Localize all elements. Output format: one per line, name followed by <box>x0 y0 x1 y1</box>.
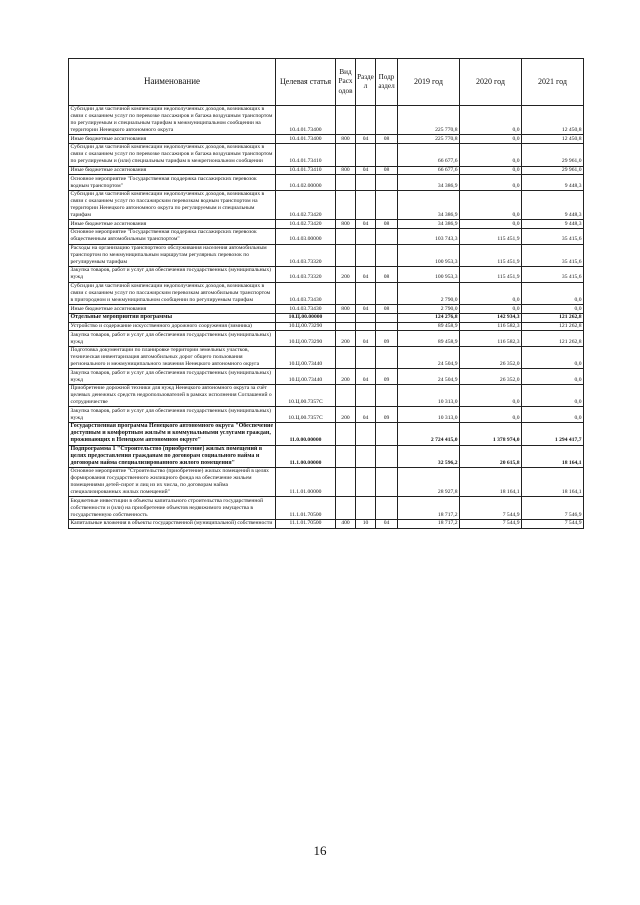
table-row <box>69 322 584 331</box>
budget-document <box>68 58 583 529</box>
row-value-2021: 9 448,3 <box>522 175 584 191</box>
row-razdel <box>356 175 376 191</box>
table-row <box>69 423 584 446</box>
row-target-code: 10.Ц.00.73440 <box>276 369 336 385</box>
header-razdel: Раздел <box>356 59 376 106</box>
row-target-code: 10.4.01.73400 <box>276 135 336 144</box>
row-razdel <box>356 346 376 369</box>
row-target-code: 11.1.01.70500 <box>276 519 336 528</box>
row-target-code: 10.4.01.73400 <box>276 106 336 135</box>
row-value-2019: 10 313,0 <box>398 384 460 407</box>
row-target-code: 11.1.01.00000 <box>276 468 336 497</box>
row-value-2020: 0,0 <box>460 175 522 191</box>
row-podrazdel <box>376 228 398 244</box>
row-value-2020: 0,0 <box>460 220 522 229</box>
row-value-2020: 0,0 <box>460 190 522 219</box>
row-podrazdel: 09 <box>376 369 398 385</box>
row-value-2020: 115 451,9 <box>460 267 522 283</box>
row-target-code: 10.4.03.73430 <box>276 305 336 314</box>
row-value-2021: 18 164,1 <box>522 468 584 497</box>
row-value-2019: 2 790,0 <box>398 305 460 314</box>
row-name: Иные бюджетные ассигнования <box>69 305 276 314</box>
table-header-row <box>69 59 584 106</box>
row-name: Закупка товаров, работ и услуг для обеспечения государственных (муниципальных) нужд <box>69 331 276 347</box>
table-row <box>69 220 584 229</box>
row-value-2020: 142 934,3 <box>460 313 522 322</box>
row-vid <box>336 384 356 407</box>
row-razdel: 10 <box>356 519 376 528</box>
row-value-2019: 34 386,9 <box>398 220 460 229</box>
budget-table <box>68 58 584 529</box>
row-value-2021: 9 448,3 <box>522 190 584 219</box>
table-row <box>69 282 584 305</box>
table-row <box>69 106 584 135</box>
row-value-2019: 89 458,9 <box>398 331 460 347</box>
row-podrazdel <box>376 106 398 135</box>
header-2019: 2019 год <box>398 59 460 106</box>
row-vid <box>336 175 356 191</box>
row-vid <box>336 346 356 369</box>
row-name: Субсидии для частичной компенсации недополученных доходов, возникающих в связи с оказанием услуг по перевозке пассажиров и багажа воздушным транспортом по регулируемым и (или) специальным тарифам в межрегиональном сообщении <box>69 144 276 167</box>
row-value-2020: 115 451,9 <box>460 228 522 244</box>
row-value-2021: 121 262,8 <box>522 313 584 322</box>
row-vid: 200 <box>336 331 356 347</box>
row-target-code: 10.4.03.73320 <box>276 244 336 267</box>
row-razdel <box>356 423 376 446</box>
row-vid <box>336 423 356 446</box>
row-razdel: 04 <box>356 305 376 314</box>
row-vid <box>336 282 356 305</box>
row-target-code: 10.4.01.73410 <box>276 166 336 175</box>
row-podrazdel: 08 <box>376 166 398 175</box>
row-podrazdel <box>376 322 398 331</box>
row-razdel <box>356 322 376 331</box>
row-value-2021: 9 448,3 <box>522 220 584 229</box>
row-vid: 200 <box>336 267 356 283</box>
row-name: Закупка товаров, работ и услуг для обеспечения государственных (муниципальных) нужд <box>69 267 276 283</box>
row-value-2021: 7 546,9 <box>522 497 584 520</box>
row-vid <box>336 106 356 135</box>
row-vid: 400 <box>336 519 356 528</box>
row-podrazdel: 09 <box>376 331 398 347</box>
table-row <box>69 305 584 314</box>
row-vid <box>336 497 356 520</box>
row-value-2019: 2 790,0 <box>398 282 460 305</box>
table-row <box>69 346 584 369</box>
row-podrazdel <box>376 244 398 267</box>
row-podrazdel: 04 <box>376 519 398 528</box>
row-value-2021: 29 961,0 <box>522 166 584 175</box>
table-row <box>69 267 584 283</box>
row-razdel <box>356 282 376 305</box>
row-value-2020: 115 451,9 <box>460 244 522 267</box>
row-value-2020: 0,0 <box>460 144 522 167</box>
header-vid: Вид Расходов <box>336 59 356 106</box>
row-value-2021: 0,0 <box>522 282 584 305</box>
row-value-2019: 34 386,9 <box>398 190 460 219</box>
row-podrazdel <box>376 384 398 407</box>
page-number: 16 <box>313 843 327 858</box>
row-vid <box>336 244 356 267</box>
row-value-2021: 35 415,6 <box>522 244 584 267</box>
row-value-2019: 32 596,2 <box>398 445 460 468</box>
row-podrazdel: 08 <box>376 267 398 283</box>
row-vid <box>336 313 356 322</box>
row-podrazdel: 08 <box>376 305 398 314</box>
row-podrazdel <box>376 175 398 191</box>
row-target-code: 10.4.01.73410 <box>276 144 336 167</box>
row-name: Иные бюджетные ассигнования <box>69 220 276 229</box>
header-2021: 2021 год <box>522 59 584 106</box>
table-row <box>69 144 584 167</box>
header-2020: 2020 год <box>460 59 522 106</box>
row-razdel <box>356 384 376 407</box>
row-target-code: 10.4.03.00000 <box>276 228 336 244</box>
row-podrazdel <box>376 346 398 369</box>
row-name: Основное мероприятие "Государственная поддержка пассажирских перевозок водным транспортом" <box>69 175 276 191</box>
row-name: Расходы на организацию транспортного обслуживания населения автомобильным транспортом по межмуниципальным маршрутам регулярных перевозок по регулируемым тарифам <box>69 244 276 267</box>
row-value-2021: 121 262,8 <box>522 331 584 347</box>
row-value-2020: 7 544,9 <box>460 497 522 520</box>
row-name: Субсидии для частичной компенсации недополученных доходов, возникающих в связи с оказанием услуг по пассажирским перевозкам водным транспортом на территории Ненецкого автономного округа по регулируемым и специальным тарифам <box>69 190 276 219</box>
row-podrazdel <box>376 190 398 219</box>
row-name: Закупка товаров, работ и услуг для обеспечения государственных (муниципальных) нужд <box>69 369 276 385</box>
row-podrazdel <box>376 423 398 446</box>
table-row <box>69 135 584 144</box>
row-value-2019: 18 717,2 <box>398 519 460 528</box>
row-razdel <box>356 228 376 244</box>
row-target-code: 10.Ц.00.73440 <box>276 346 336 369</box>
table-row <box>69 445 584 468</box>
row-value-2020: 18 164,1 <box>460 468 522 497</box>
table-row <box>69 244 584 267</box>
row-target-code: 11.1.00.00000 <box>276 445 336 468</box>
row-razdel <box>356 497 376 520</box>
row-target-code: 10.Ц.00.73290 <box>276 331 336 347</box>
row-name: Основное мероприятие "Строительство (приобретение) жилых помещений в целях формирования государственного жилищного фонда на обеспечение жильем помещениями детей-сирот и лиц из их числа, по договорам найма специализированных жилых помещений" <box>69 468 276 497</box>
row-value-2020: 0,0 <box>460 106 522 135</box>
table-row <box>69 175 584 191</box>
row-value-2021: 0,0 <box>522 369 584 385</box>
row-value-2019: 66 677,6 <box>398 166 460 175</box>
row-razdel <box>356 144 376 167</box>
row-target-code: 11.1.01.70500 <box>276 497 336 520</box>
row-name: Субсидии для частичной компенсации недополученных доходов, возникающих в связи с оказанием услуг по пассажирским перевозкам автомобильным транспортом в пригородном и межмуниципальном сообщении по регулируемым тарифам <box>69 282 276 305</box>
row-vid <box>336 190 356 219</box>
row-value-2019: 28 927,8 <box>398 468 460 497</box>
row-value-2021: 0,0 <box>522 305 584 314</box>
row-value-2021: 18 164,1 <box>522 445 584 468</box>
table-row <box>69 468 584 497</box>
row-podrazdel <box>376 144 398 167</box>
row-value-2019: 100 953,3 <box>398 267 460 283</box>
row-value-2019: 34 386,9 <box>398 175 460 191</box>
row-podrazdel: 08 <box>376 135 398 144</box>
row-target-code: 10.Ц.00.7357С <box>276 384 336 407</box>
row-value-2019: 100 953,3 <box>398 244 460 267</box>
row-razdel <box>356 313 376 322</box>
row-value-2021: 35 415,6 <box>522 267 584 283</box>
row-target-code: 10.Ц.00.00000 <box>276 313 336 322</box>
row-vid <box>336 228 356 244</box>
table-row <box>69 519 584 528</box>
row-razdel <box>356 244 376 267</box>
row-name: Подготовка документации по планировке территории земельных участков, техническая инвентаризация автомобильных дорог общего пользования регионального и межмуниципального значения Ненецкого автономного округа <box>69 346 276 369</box>
row-razdel <box>356 190 376 219</box>
row-razdel <box>356 106 376 135</box>
row-target-code: 10.4.02.73420 <box>276 190 336 219</box>
row-value-2020: 0,0 <box>460 135 522 144</box>
row-podrazdel <box>376 313 398 322</box>
row-value-2020: 0,0 <box>460 166 522 175</box>
row-value-2019: 24 504,9 <box>398 346 460 369</box>
row-name: Бюджетные инвестиции в объекты капитального строительства государственной собственности и (или) на приобретение объектов недвижимого имущества в государственную собственность <box>69 497 276 520</box>
row-value-2019: 10 313,0 <box>398 407 460 423</box>
row-target-code: 10.4.02.00000 <box>276 175 336 191</box>
row-value-2019: 103 743,3 <box>398 228 460 244</box>
table-row <box>69 190 584 219</box>
row-value-2020: 7 544,9 <box>460 519 522 528</box>
row-value-2019: 225 770,8 <box>398 106 460 135</box>
header-target: Целевая статья <box>276 59 336 106</box>
row-value-2020: 0,0 <box>460 384 522 407</box>
row-name: Государственная программа Ненецкого автономного округа "Обеспечение доступным и комфортным жильём и коммунальными услугами граждан, проживающих в Ненецком автономном округе" <box>69 423 276 446</box>
row-vid: 800 <box>336 305 356 314</box>
row-podrazdel <box>376 468 398 497</box>
row-podrazdel <box>376 445 398 468</box>
row-target-code: 10.4.03.73430 <box>276 282 336 305</box>
row-value-2019: 18 717,2 <box>398 497 460 520</box>
row-razdel: 04 <box>356 331 376 347</box>
row-vid <box>336 445 356 468</box>
row-razdel: 04 <box>356 166 376 175</box>
row-value-2021: 121 262,8 <box>522 322 584 331</box>
row-value-2020: 116 582,3 <box>460 322 522 331</box>
row-vid: 200 <box>336 369 356 385</box>
row-value-2019: 24 504,9 <box>398 369 460 385</box>
row-target-code: 10.4.03.73320 <box>276 267 336 283</box>
row-razdel: 04 <box>356 369 376 385</box>
table-row <box>69 228 584 244</box>
row-name: Капитальные вложения в объекты государственной (муниципальной) собственности <box>69 519 276 528</box>
row-value-2021: 0,0 <box>522 384 584 407</box>
row-value-2019: 124 276,8 <box>398 313 460 322</box>
row-value-2021: 12 450,8 <box>522 106 584 135</box>
row-razdel: 04 <box>356 220 376 229</box>
row-podrazdel <box>376 497 398 520</box>
header-podrazdel: Подраздел <box>376 59 398 106</box>
row-vid <box>336 468 356 497</box>
row-target-code: 11.0.00.00000 <box>276 423 336 446</box>
row-name: Приобретение дорожной техники для нужд Ненецкого автономного округа за счёт целевых денежных средств недропользователей в рамках исполнения Соглашений о сотрудничестве <box>69 384 276 407</box>
row-target-code: 10.Ц.00.73290 <box>276 322 336 331</box>
row-value-2020: 0,0 <box>460 305 522 314</box>
table-row <box>69 331 584 347</box>
table-row <box>69 407 584 423</box>
row-value-2021: 0,0 <box>522 407 584 423</box>
row-value-2021: 29 961,0 <box>522 144 584 167</box>
row-razdel: 04 <box>356 267 376 283</box>
row-value-2021: 35 415,6 <box>522 228 584 244</box>
table-row <box>69 384 584 407</box>
row-name: Закупка товаров, работ и услуг для обеспечения государственных (муниципальных) нужд <box>69 407 276 423</box>
row-value-2020: 0,0 <box>460 282 522 305</box>
row-value-2021: 1 294 417,7 <box>522 423 584 446</box>
row-value-2020: 0,0 <box>460 407 522 423</box>
header-name: Наименование <box>69 59 276 106</box>
row-value-2020: 26 352,0 <box>460 369 522 385</box>
row-vid: 200 <box>336 407 356 423</box>
row-vid <box>336 322 356 331</box>
row-vid: 800 <box>336 166 356 175</box>
row-name: Иные бюджетные ассигнования <box>69 166 276 175</box>
row-name: Устройство и содержание искусственного дорожного сооружения (зимника) <box>69 322 276 331</box>
row-name: Субсидии для частичной компенсации недополученных доходов, возникающих в связи с оказанием услуг по перевозке пассажиров и багажа воздушным транспортом по регулируемым и специальным тарифам в межмуниципальном сообщении на территории Ненецкого автономного округа <box>69 106 276 135</box>
row-name: Подпрограмма 1 "Строительство (приобретение) жилых помещений в целях предоставления гражданам по договорам социального найма и договорам найма специализированного жилого помещения" <box>69 445 276 468</box>
table-row <box>69 166 584 175</box>
row-value-2020: 20 615,8 <box>460 445 522 468</box>
row-razdel <box>356 468 376 497</box>
row-name: Основное мероприятие "Государственная поддержка пассажирских перевозок общественным автомобильным транспортом" <box>69 228 276 244</box>
row-vid <box>336 144 356 167</box>
row-value-2019: 89 458,9 <box>398 322 460 331</box>
row-name: Отдельные мероприятия программы <box>69 313 276 322</box>
table-row <box>69 313 584 322</box>
table-row <box>69 497 584 520</box>
row-podrazdel: 08 <box>376 220 398 229</box>
row-razdel: 04 <box>356 407 376 423</box>
row-value-2021: 7 544,9 <box>522 519 584 528</box>
row-vid: 800 <box>336 220 356 229</box>
row-podrazdel: 09 <box>376 407 398 423</box>
row-value-2019: 2 724 415,0 <box>398 423 460 446</box>
row-value-2020: 26 352,0 <box>460 346 522 369</box>
row-value-2021: 12 450,8 <box>522 135 584 144</box>
row-name: Иные бюджетные ассигнования <box>69 135 276 144</box>
row-razdel: 04 <box>356 135 376 144</box>
row-value-2019: 66 677,6 <box>398 144 460 167</box>
row-vid: 800 <box>336 135 356 144</box>
row-razdel <box>356 445 376 468</box>
row-podrazdel <box>376 282 398 305</box>
row-target-code: 10.4.02.73420 <box>276 220 336 229</box>
row-value-2020: 1 378 974,0 <box>460 423 522 446</box>
table-row <box>69 369 584 385</box>
row-value-2021: 0,0 <box>522 346 584 369</box>
row-value-2020: 116 582,3 <box>460 331 522 347</box>
row-target-code: 10.Ц.00.7357С <box>276 407 336 423</box>
row-value-2019: 225 770,8 <box>398 135 460 144</box>
